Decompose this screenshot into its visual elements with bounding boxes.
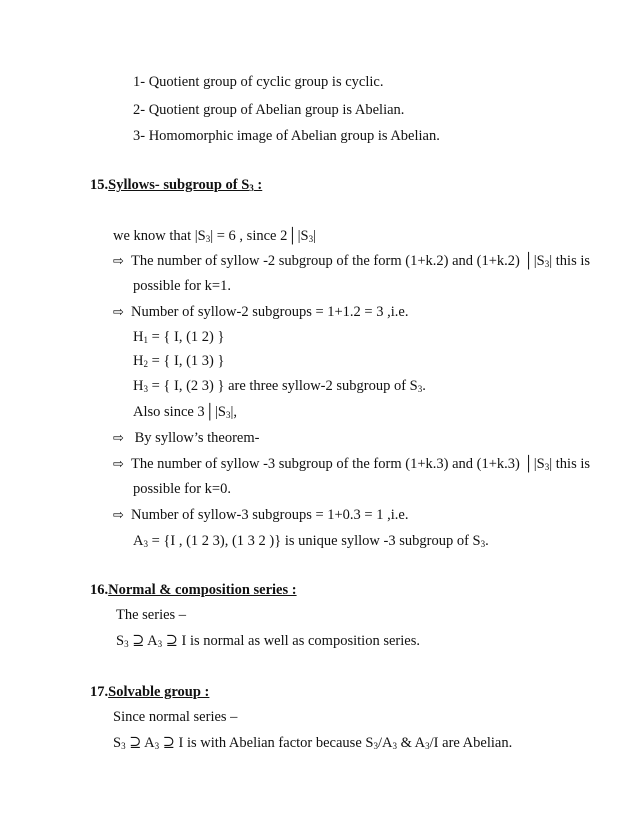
series-line: $S_3$ ⊇ $A_3$ ⊇ I is with Abelian factor because $S_3/A_3$ & $A_3/I$ are Abelian. <box>113 735 513 751</box>
list-item: 2- Quotient group of Abelian group is Abelian. <box>133 102 405 118</box>
bullet-item: ⇨ Number of syllow-3 subgroups = 1+0.3 = 1 ,i.e. <box>113 507 409 523</box>
section-title: Normal & composition series : <box>108 582 297 598</box>
series-line: $S_3$ ⊇ $A_3$ ⊇ I is normal as well as composition series. <box>116 633 420 649</box>
section-heading-15 <box>90 176 262 194</box>
section-title-tail: : <box>253 177 263 193</box>
subgroup-h1: $H_1$ = { I, (1 2) } <box>133 329 225 345</box>
paragraph-line: The series – <box>116 607 187 623</box>
subgroup-a3: $A_3 = \{I$ , (1 2 3), (1 3 2 )} is unique syllow -3 subgroup of $S_3$. <box>133 533 489 549</box>
subgroup-h3: $H_3$ = { I, (2 3) } are three syllow-2 subgroup of $S_3$. <box>133 378 426 394</box>
bullet-continuation: possible for k=1. <box>133 278 231 294</box>
section-number: 16. <box>90 582 109 598</box>
bullet-item: ⇨ The number of syllow -2 subgroup of the form (1+k.2) and (1+k.2) $│|S_3|$ this is <box>113 253 591 269</box>
section-title: Syllows- subgroup of S <box>108 177 250 193</box>
paragraph-line: Since normal series – <box>113 709 238 725</box>
bullet-item: ⇨ Number of syllow-2 subgroups = 1+1.2 = 3 ,i.e. <box>113 304 409 320</box>
section-title: Solvable group : <box>108 684 210 700</box>
subscript: 3 <box>249 183 254 193</box>
subgroup-h2: $H_2$ = { I, (1 3) } <box>133 353 225 369</box>
arrow-right-icon: ⇨ <box>113 254 124 269</box>
list-item: 3- Homomorphic image of Abelian group is Abelian. <box>133 128 440 144</box>
section-heading-17 <box>90 683 209 701</box>
arrow-right-icon: ⇨ <box>113 508 124 523</box>
arrow-right-icon: ⇨ <box>113 305 124 320</box>
paragraph-line: Also since $3│|S_3|$, <box>133 404 237 420</box>
section-number: 17. <box>90 684 109 700</box>
section-number: 15. <box>90 177 109 193</box>
arrow-right-icon: ⇨ <box>113 431 124 446</box>
bullet-item: ⇨ By syllow’s theorem- <box>113 430 260 446</box>
list-item: 1- Quotient group of cyclic group is cyclic. <box>133 74 384 90</box>
section-heading-16 <box>90 581 297 599</box>
bullet-item: ⇨ The number of syllow -3 subgroup of the form (1+k.3) and (1+k.3) $│|S_3|$ this is <box>113 456 591 472</box>
bullet-continuation: possible for k=0. <box>133 481 231 497</box>
paragraph-line: we know that $|S_3| = 6$ , since $2│|S_3|$ <box>113 228 316 244</box>
arrow-right-icon: ⇨ <box>113 457 124 472</box>
